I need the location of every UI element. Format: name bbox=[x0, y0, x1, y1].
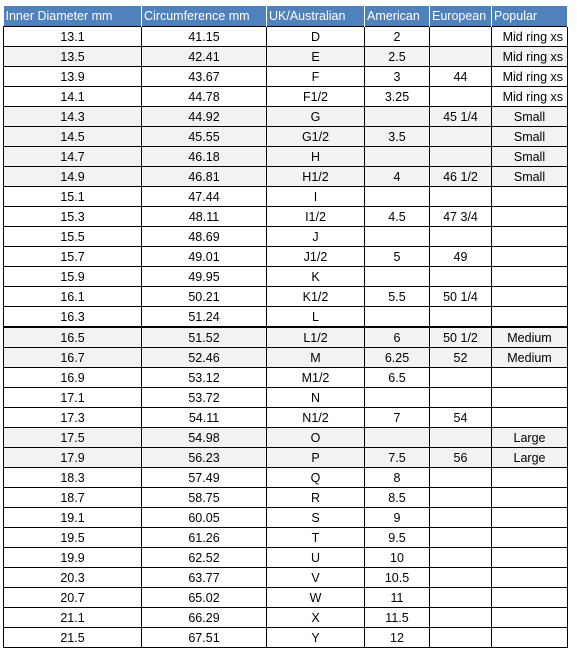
cell-european: 49 bbox=[430, 247, 492, 267]
cell-european bbox=[430, 388, 492, 408]
cell-american: 8 bbox=[365, 468, 430, 488]
cell-american bbox=[365, 307, 430, 328]
cell-american: 12 bbox=[365, 628, 430, 648]
cell-uk-australian: K1/2 bbox=[267, 287, 365, 307]
cell-circumference: 52.46 bbox=[142, 348, 267, 368]
cell-popular: Small bbox=[492, 107, 568, 127]
table-row bbox=[4, 67, 568, 87]
cell-american: 3.25 bbox=[365, 87, 430, 107]
cell-uk-australian: N bbox=[267, 388, 365, 408]
cell-popular: Small bbox=[492, 167, 568, 187]
table-header-row bbox=[4, 6, 568, 27]
cell-inner-diameter: 16.1 bbox=[4, 287, 142, 307]
cell-circumference: 49.01 bbox=[142, 247, 267, 267]
cell-circumference: 66.29 bbox=[142, 608, 267, 628]
header-circumference: Circumference mm bbox=[142, 6, 267, 27]
table-row bbox=[4, 247, 568, 267]
cell-popular bbox=[492, 508, 568, 528]
cell-european: 45 1/4 bbox=[430, 107, 492, 127]
cell-inner-diameter: 13.9 bbox=[4, 67, 142, 87]
cell-european bbox=[430, 428, 492, 448]
cell-european bbox=[430, 468, 492, 488]
table-row bbox=[4, 107, 568, 127]
cell-european bbox=[430, 488, 492, 508]
cell-popular bbox=[492, 608, 568, 628]
cell-inner-diameter: 19.9 bbox=[4, 548, 142, 568]
cell-circumference: 42.41 bbox=[142, 47, 267, 67]
cell-uk-australian: R bbox=[267, 488, 365, 508]
cell-inner-diameter: 19.5 bbox=[4, 528, 142, 548]
cell-inner-diameter: 14.7 bbox=[4, 147, 142, 167]
cell-circumference: 49.95 bbox=[142, 267, 267, 287]
cell-european bbox=[430, 87, 492, 107]
cell-inner-diameter: 18.7 bbox=[4, 488, 142, 508]
cell-circumference: 47.44 bbox=[142, 187, 267, 207]
cell-american: 5 bbox=[365, 247, 430, 267]
cell-popular: Large bbox=[492, 428, 568, 448]
cell-popular bbox=[492, 388, 568, 408]
cell-circumference: 65.02 bbox=[142, 588, 267, 608]
cell-popular: Large bbox=[492, 448, 568, 468]
header-inner-diameter: Inner Diameter mm bbox=[4, 6, 142, 27]
table-row bbox=[4, 628, 568, 648]
table-row bbox=[4, 468, 568, 488]
table-row bbox=[4, 388, 568, 408]
cell-popular bbox=[492, 307, 568, 328]
cell-inner-diameter: 14.1 bbox=[4, 87, 142, 107]
cell-popular bbox=[492, 267, 568, 287]
cell-circumference: 45.55 bbox=[142, 127, 267, 147]
cell-uk-australian: M bbox=[267, 348, 365, 368]
cell-european bbox=[430, 508, 492, 528]
cell-popular: Medium bbox=[492, 348, 568, 368]
cell-inner-diameter: 16.7 bbox=[4, 348, 142, 368]
cell-circumference: 57.49 bbox=[142, 468, 267, 488]
cell-uk-australian: D bbox=[267, 27, 365, 47]
cell-uk-australian: F bbox=[267, 67, 365, 87]
cell-popular: Mid ring xs bbox=[492, 47, 568, 67]
cell-uk-australian: O bbox=[267, 428, 365, 448]
cell-uk-australian: J1/2 bbox=[267, 247, 365, 267]
cell-circumference: 62.52 bbox=[142, 548, 267, 568]
table-row bbox=[4, 207, 568, 227]
cell-european bbox=[430, 187, 492, 207]
cell-popular bbox=[492, 207, 568, 227]
cell-american: 9 bbox=[365, 508, 430, 528]
cell-uk-australian: K bbox=[267, 267, 365, 287]
table-row bbox=[4, 267, 568, 287]
cell-inner-diameter: 15.5 bbox=[4, 227, 142, 247]
cell-popular: Mid ring xs bbox=[492, 27, 568, 47]
cell-popular bbox=[492, 408, 568, 428]
cell-european: 50 1/2 bbox=[430, 327, 492, 348]
cell-european: 52 bbox=[430, 348, 492, 368]
cell-popular bbox=[492, 468, 568, 488]
table-row bbox=[4, 508, 568, 528]
cell-popular bbox=[492, 187, 568, 207]
cell-inner-diameter: 14.5 bbox=[4, 127, 142, 147]
cell-uk-australian: X bbox=[267, 608, 365, 628]
cell-uk-australian: T bbox=[267, 528, 365, 548]
cell-uk-australian: V bbox=[267, 568, 365, 588]
cell-inner-diameter: 13.5 bbox=[4, 47, 142, 67]
table-row bbox=[4, 87, 568, 107]
cell-american: 9.5 bbox=[365, 528, 430, 548]
cell-circumference: 46.81 bbox=[142, 167, 267, 187]
cell-american: 8.5 bbox=[365, 488, 430, 508]
cell-inner-diameter: 17.5 bbox=[4, 428, 142, 448]
cell-uk-australian: Q bbox=[267, 468, 365, 488]
cell-uk-australian: S bbox=[267, 508, 365, 528]
cell-american: 7 bbox=[365, 408, 430, 428]
cell-circumference: 51.52 bbox=[142, 327, 267, 348]
header-popular: Popular bbox=[492, 6, 568, 27]
table-row bbox=[4, 548, 568, 568]
table-row bbox=[4, 47, 568, 67]
cell-circumference: 61.26 bbox=[142, 528, 267, 548]
cell-circumference: 48.11 bbox=[142, 207, 267, 227]
cell-european: 54 bbox=[430, 408, 492, 428]
cell-popular bbox=[492, 368, 568, 388]
table-row bbox=[4, 428, 568, 448]
table-row bbox=[4, 287, 568, 307]
cell-circumference: 58.75 bbox=[142, 488, 267, 508]
table-row bbox=[4, 568, 568, 588]
table-row bbox=[4, 528, 568, 548]
table-row bbox=[4, 167, 568, 187]
cell-american: 2.5 bbox=[365, 47, 430, 67]
cell-popular bbox=[492, 588, 568, 608]
cell-popular bbox=[492, 287, 568, 307]
cell-popular: Mid ring xs bbox=[492, 87, 568, 107]
header-european: European bbox=[430, 6, 492, 27]
ring-size-table bbox=[3, 6, 568, 648]
cell-uk-australian: H bbox=[267, 147, 365, 167]
cell-circumference: 43.67 bbox=[142, 67, 267, 87]
table-body bbox=[4, 27, 568, 648]
cell-american: 11.5 bbox=[365, 608, 430, 628]
cell-popular bbox=[492, 548, 568, 568]
cell-american: 6.5 bbox=[365, 368, 430, 388]
cell-inner-diameter: 15.3 bbox=[4, 207, 142, 227]
cell-european: 44 bbox=[430, 67, 492, 87]
cell-european bbox=[430, 608, 492, 628]
cell-uk-australian: I1/2 bbox=[267, 207, 365, 227]
cell-circumference: 41.15 bbox=[142, 27, 267, 47]
cell-european bbox=[430, 307, 492, 328]
cell-uk-australian: U bbox=[267, 548, 365, 568]
cell-european bbox=[430, 568, 492, 588]
cell-uk-australian: L bbox=[267, 307, 365, 328]
table-row bbox=[4, 27, 568, 47]
cell-european: 46 1/2 bbox=[430, 167, 492, 187]
table-row bbox=[4, 147, 568, 167]
cell-american: 6 bbox=[365, 327, 430, 348]
cell-inner-diameter: 15.1 bbox=[4, 187, 142, 207]
cell-american bbox=[365, 147, 430, 167]
cell-european bbox=[430, 548, 492, 568]
cell-popular bbox=[492, 488, 568, 508]
cell-american: 6.25 bbox=[365, 348, 430, 368]
table-row bbox=[4, 187, 568, 207]
cell-uk-australian: J bbox=[267, 227, 365, 247]
cell-circumference: 60.05 bbox=[142, 508, 267, 528]
cell-inner-diameter: 17.3 bbox=[4, 408, 142, 428]
cell-inner-diameter: 13.1 bbox=[4, 27, 142, 47]
cell-american: 5.5 bbox=[365, 287, 430, 307]
cell-popular bbox=[492, 568, 568, 588]
cell-american: 10.5 bbox=[365, 568, 430, 588]
cell-european bbox=[430, 147, 492, 167]
cell-european bbox=[430, 368, 492, 388]
cell-uk-australian: L1/2 bbox=[267, 327, 365, 348]
cell-american: 4 bbox=[365, 167, 430, 187]
cell-american: 2 bbox=[365, 27, 430, 47]
cell-uk-australian: G bbox=[267, 107, 365, 127]
cell-circumference: 51.24 bbox=[142, 307, 267, 328]
table-row bbox=[4, 408, 568, 428]
cell-inner-diameter: 15.7 bbox=[4, 247, 142, 267]
cell-uk-australian: I bbox=[267, 187, 365, 207]
cell-european: 56 bbox=[430, 448, 492, 468]
cell-inner-diameter: 16.3 bbox=[4, 307, 142, 328]
cell-uk-australian: W bbox=[267, 588, 365, 608]
cell-european bbox=[430, 588, 492, 608]
cell-circumference: 56.23 bbox=[142, 448, 267, 468]
cell-inner-diameter: 18.3 bbox=[4, 468, 142, 488]
header-uk-australian: UK/Australian bbox=[267, 6, 365, 27]
cell-circumference: 48.69 bbox=[142, 227, 267, 247]
cell-uk-australian: Y bbox=[267, 628, 365, 648]
cell-inner-diameter: 20.3 bbox=[4, 568, 142, 588]
cell-circumference: 53.72 bbox=[142, 388, 267, 408]
cell-popular bbox=[492, 227, 568, 247]
table-row bbox=[4, 307, 568, 328]
cell-american bbox=[365, 227, 430, 247]
header-american: American bbox=[365, 6, 430, 27]
cell-circumference: 53.12 bbox=[142, 368, 267, 388]
cell-european bbox=[430, 47, 492, 67]
cell-american bbox=[365, 388, 430, 408]
cell-american: 7.5 bbox=[365, 448, 430, 468]
cell-american: 3 bbox=[365, 67, 430, 87]
cell-inner-diameter: 17.1 bbox=[4, 388, 142, 408]
cell-american: 4.5 bbox=[365, 207, 430, 227]
cell-popular bbox=[492, 247, 568, 267]
table-row bbox=[4, 327, 568, 348]
cell-american bbox=[365, 187, 430, 207]
cell-european bbox=[430, 528, 492, 548]
cell-circumference: 46.18 bbox=[142, 147, 267, 167]
cell-popular: Mid ring xs bbox=[492, 67, 568, 87]
cell-inner-diameter: 17.9 bbox=[4, 448, 142, 468]
cell-uk-australian: F1/2 bbox=[267, 87, 365, 107]
cell-uk-australian: M1/2 bbox=[267, 368, 365, 388]
table-row bbox=[4, 608, 568, 628]
table-row bbox=[4, 488, 568, 508]
cell-popular bbox=[492, 528, 568, 548]
cell-european bbox=[430, 628, 492, 648]
cell-circumference: 44.78 bbox=[142, 87, 267, 107]
cell-inner-diameter: 16.5 bbox=[4, 327, 142, 348]
cell-american bbox=[365, 428, 430, 448]
cell-popular: Small bbox=[492, 127, 568, 147]
cell-american: 11 bbox=[365, 588, 430, 608]
cell-circumference: 63.77 bbox=[142, 568, 267, 588]
table-row bbox=[4, 368, 568, 388]
cell-inner-diameter: 21.1 bbox=[4, 608, 142, 628]
cell-popular: Medium bbox=[492, 327, 568, 348]
cell-uk-australian: N1/2 bbox=[267, 408, 365, 428]
cell-uk-australian: E bbox=[267, 47, 365, 67]
cell-uk-australian: H1/2 bbox=[267, 167, 365, 187]
cell-inner-diameter: 16.9 bbox=[4, 368, 142, 388]
cell-inner-diameter: 14.9 bbox=[4, 167, 142, 187]
cell-uk-australian: P bbox=[267, 448, 365, 468]
cell-circumference: 50.21 bbox=[142, 287, 267, 307]
cell-american bbox=[365, 107, 430, 127]
cell-circumference: 67.51 bbox=[142, 628, 267, 648]
cell-popular: Small bbox=[492, 147, 568, 167]
table-row bbox=[4, 588, 568, 608]
cell-american: 3.5 bbox=[365, 127, 430, 147]
cell-european bbox=[430, 27, 492, 47]
table-row bbox=[4, 348, 568, 368]
cell-inner-diameter: 14.3 bbox=[4, 107, 142, 127]
table-row bbox=[4, 127, 568, 147]
cell-inner-diameter: 21.5 bbox=[4, 628, 142, 648]
cell-circumference: 54.11 bbox=[142, 408, 267, 428]
cell-inner-diameter: 20.7 bbox=[4, 588, 142, 608]
table-row bbox=[4, 448, 568, 468]
cell-circumference: 54.98 bbox=[142, 428, 267, 448]
cell-circumference: 44.92 bbox=[142, 107, 267, 127]
table-row bbox=[4, 227, 568, 247]
cell-european bbox=[430, 267, 492, 287]
cell-inner-diameter: 15.9 bbox=[4, 267, 142, 287]
cell-uk-australian: G1/2 bbox=[267, 127, 365, 147]
cell-european: 47 3/4 bbox=[430, 207, 492, 227]
cell-european bbox=[430, 227, 492, 247]
cell-inner-diameter: 19.1 bbox=[4, 508, 142, 528]
cell-american: 10 bbox=[365, 548, 430, 568]
cell-popular bbox=[492, 628, 568, 648]
cell-european: 50 1/4 bbox=[430, 287, 492, 307]
cell-european bbox=[430, 127, 492, 147]
cell-american bbox=[365, 267, 430, 287]
